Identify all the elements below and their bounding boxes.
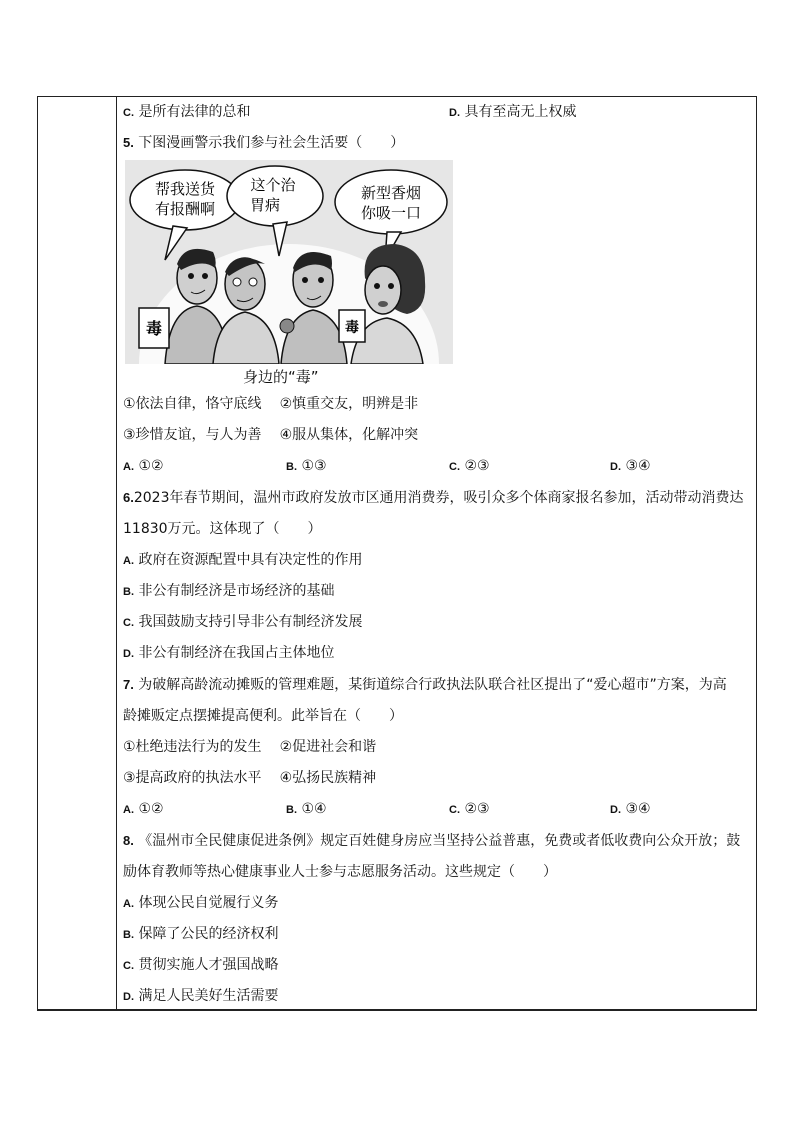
q8-option-a-text: 体现公民自觉履行义务 (138, 895, 279, 911)
q7-item-3: ③提高政府的执法水平 (123, 770, 262, 786)
bubble1-line2: 有报酬啊 (154, 200, 216, 218)
q5-item-1: ①依法自律，恪守底线 (123, 396, 262, 412)
q8-option-b (123, 924, 278, 945)
option-letter: B. (286, 804, 297, 816)
bubble3-line2: 你吸一口 (360, 204, 422, 222)
q7-stem-line2: 龄摊贩定点摆摊提高便利。此举旨在（ ） (123, 708, 403, 724)
option-letter: D. (610, 461, 621, 473)
option-letter: C. (123, 617, 134, 629)
q8-stem-line2: 励体育教师等热心健康事业人士参与志愿服务活动。这些规定（ ） (123, 864, 557, 880)
q6-option-a (123, 550, 362, 571)
q8-option-a (123, 893, 278, 914)
q7-items-row1 (123, 737, 376, 757)
q4-option-c: 是所有法律的总和 (138, 104, 251, 120)
option-letter: A. (123, 555, 134, 567)
bubble2-line2: 胃病 (249, 196, 281, 214)
q8-option-d (123, 986, 278, 1007)
q6-option-c (123, 612, 362, 633)
q5-item-3: ③珍惜友谊，与人为善 (123, 427, 262, 443)
q8-stem-text: 《温州市全民健康促进条例》规定百姓健身房应当坚持公益普惠，免费或者低收费向公众开放；鼓 (138, 833, 741, 849)
option-letter: C. (123, 107, 134, 119)
question-number: 6. (123, 490, 134, 505)
poison-card-1: 毒 (145, 319, 163, 338)
option-letter: D. (449, 107, 460, 119)
option-letter: B. (286, 461, 297, 473)
q7-item-4: ④弘扬民族精神 (279, 770, 377, 786)
q6-stem-line2: 11830万元。这体现了（ ） (123, 521, 322, 537)
option-letter: C. (123, 960, 134, 972)
q6-option-b-text: 非公有制经济是市场经济的基础 (138, 583, 335, 599)
option-letter: A. (123, 898, 134, 910)
q7-stem-text: 为破解高龄流动摊贩的管理难题，某街道综合行政执法队联合社区提出了“爱心超市”方案，为高 (138, 677, 727, 693)
option-letter: B. (123, 586, 134, 598)
q5-item-4: ④服从集体，化解冲突 (279, 427, 419, 443)
bubble2-line1: 这个治 (250, 176, 296, 194)
q6-option-a-text: 政府在资源配置中具有决定性的作用 (138, 552, 363, 568)
q7-choice-d: ③④ (625, 801, 651, 817)
q5-choice-a: ①② (138, 458, 164, 474)
question-number: 8. (123, 833, 134, 848)
q6-option-d-text: 非公有制经济在我国占主体地位 (138, 645, 335, 661)
q5-choice-b: ①③ (301, 458, 327, 474)
q8-option-b-text: 保障了公民的经济权利 (138, 926, 279, 942)
question-number: 5. (123, 135, 134, 150)
question-number: 7. (123, 677, 134, 692)
option-letter: B. (123, 929, 134, 941)
q7-choice-a: ①② (138, 801, 164, 817)
bubble1-line1: 帮我送货 (154, 180, 216, 198)
q8-option-c (123, 955, 278, 976)
q5-choice-c: ②③ (464, 458, 490, 474)
option-letter: D. (123, 991, 134, 1003)
q7-item-2: ②促进社会和谐 (279, 739, 377, 755)
q6-stem-text: 2023年春节期间，温州市政府发放市区通用消费券，吸引众多个体商家报名参加，活动带动消费达 (133, 490, 744, 506)
q7-choice-c: ②③ (464, 801, 490, 817)
q5-stem (123, 133, 404, 153)
q8-stem-line1 (123, 831, 740, 851)
q7-item-1: ①杜绝违法行为的发生 (123, 739, 262, 755)
q8-option-d-text: 满足人民美好生活需要 (138, 988, 279, 1004)
q6-option-c-text: 我国鼓励支持引导非公有制经济发展 (138, 614, 363, 630)
comic-caption: 身边的“毒” (243, 368, 319, 386)
q6-option-b (123, 581, 334, 602)
q5-items-row2 (123, 425, 418, 445)
bubble3-line1: 新型香烟 (360, 184, 422, 202)
q4-option-d: 具有至高无上权威 (464, 104, 577, 120)
q5-items-row1 (123, 394, 418, 414)
option-letter: C. (449, 804, 460, 816)
option-letter: D. (610, 804, 621, 816)
q8-option-c-text: 贯彻实施人才强国战略 (138, 957, 279, 973)
q5-choice-d: ③④ (625, 458, 651, 474)
poison-card-2: 毒 (345, 320, 359, 336)
option-letter: A. (123, 461, 134, 473)
column-divider (116, 97, 117, 1009)
q7-stem-line1 (123, 675, 727, 695)
q7-choice-b: ①④ (301, 801, 327, 817)
comic-illustration (125, 160, 453, 364)
option-letter: C. (449, 461, 460, 473)
option-letter: A. (123, 804, 134, 816)
q5-stem-text: 下图漫画警示我们参与社会生活要（ ） (138, 135, 405, 151)
q7-items-row2 (123, 768, 376, 788)
option-letter: D. (123, 648, 134, 660)
q6-option-d (123, 643, 334, 664)
q5-item-2: ②慎重交友，明辨是非 (279, 396, 419, 412)
q6-stem-line1 (123, 488, 743, 508)
